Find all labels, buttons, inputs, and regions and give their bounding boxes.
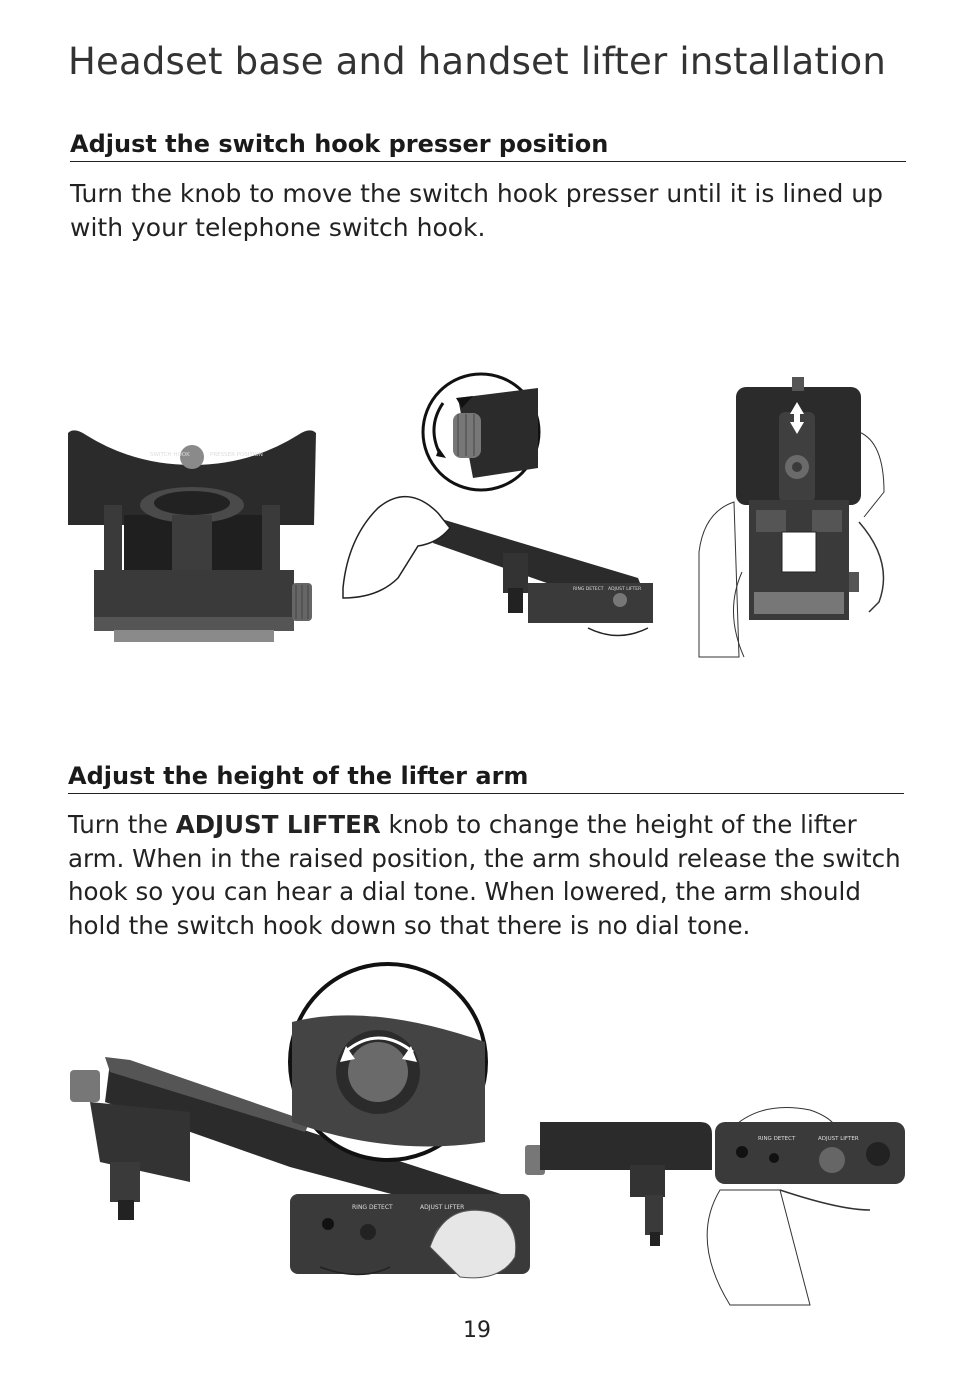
adjust-lifter-label-bottom: ADJUST LIFTER (420, 1204, 465, 1211)
section-body-presser: Turn the knob to move the switch hook presser until it is lined up with your telephone switch hook. (70, 179, 883, 242)
adjust-lifter-label-top: ADJUST LIFTER (608, 587, 642, 592)
page-title: Headset base and handset lifter installation (68, 40, 887, 83)
base-top-illustration (694, 372, 899, 662)
body-text-suffix: knob to change the height of the lifter arm. When in the raised position, the arm should release the switch hook so you can hear a dial tone. When lowered, the arm should hold the switch hook down so that there is no dial tone. (68, 810, 901, 940)
base-front-illustration (64, 425, 320, 647)
ring-detect-label-right: RING DETECT (758, 1136, 796, 1142)
lifter-arm-illustration (70, 962, 538, 1308)
presser-position-label: PRESSER POSITION (210, 452, 263, 458)
adjust-lifter-emphasis: ADJUST LIFTER (175, 810, 381, 839)
body-text-prefix: Turn the (68, 810, 176, 839)
adjust-lifter-callout-label: ADJUST LIFTER (328, 996, 432, 1012)
presser-knob-illustration (338, 368, 668, 658)
lifter-hand-illustration (520, 1100, 912, 1310)
section-heading-presser: Adjust the switch hook presser position (70, 130, 906, 162)
adjust-lifter-label-right: ADJUST LIFTER (818, 1136, 859, 1142)
section-heading-lifter: Adjust the height of the lifter arm (68, 762, 904, 794)
ring-detect-label-top: RING DETECT (573, 587, 604, 592)
ring-detect-label-bottom: RING DETECT (352, 1204, 393, 1211)
section-body-lifter (68, 808, 913, 942)
page-number: 19 (463, 1318, 491, 1343)
switch-hook-label: SWITCH HOOK (150, 452, 190, 458)
